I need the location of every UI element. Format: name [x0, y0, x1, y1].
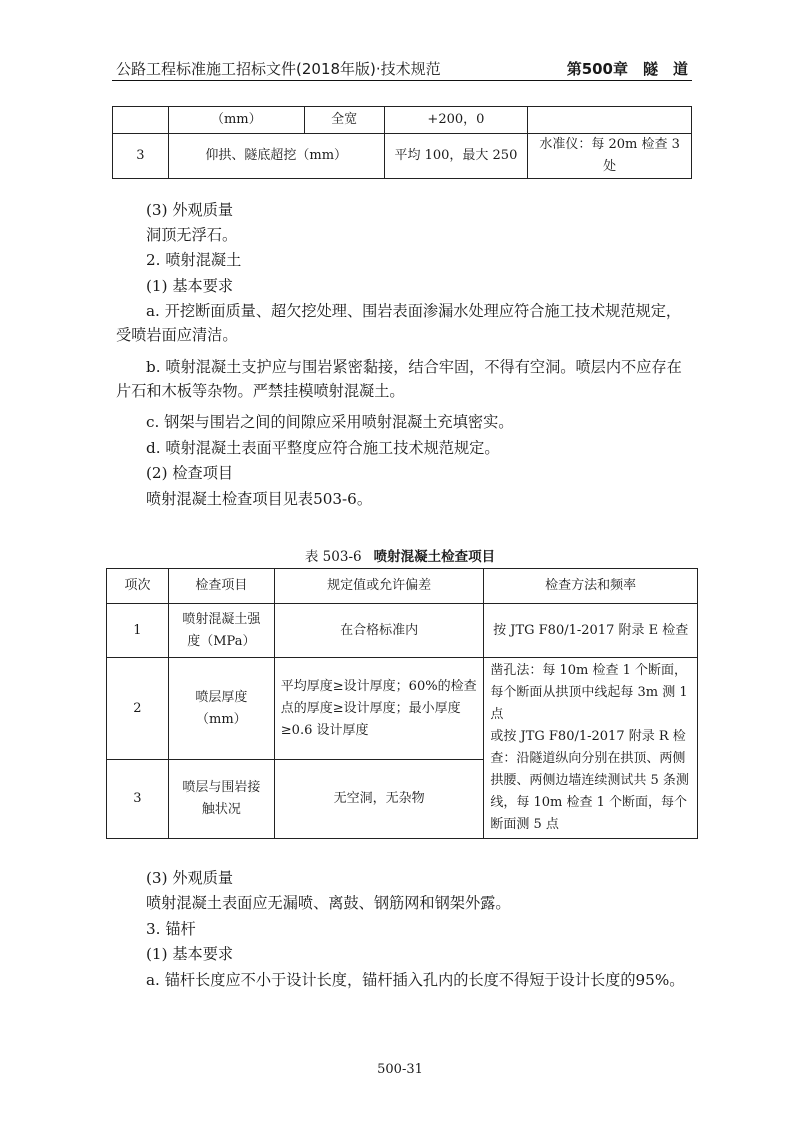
table-cell: 按 JTG F80/1-2017 附录 E 检查	[484, 604, 698, 658]
table-cell	[168, 760, 274, 839]
table-cell	[528, 107, 692, 134]
table-cell: 水准仪：每 20m 检查 3 处	[528, 134, 692, 179]
table-cell: 无空洞，无杂物	[274, 760, 484, 839]
running-header-chapter: 第500章 隧 道	[566, 60, 688, 78]
table-cell: +200，0	[384, 107, 528, 134]
item-line: 触状况	[201, 802, 241, 818]
table-caption	[0, 545, 800, 565]
subheading-appearance-quality: (3) 外观质量	[146, 869, 234, 887]
item-line: 度（MPa）	[187, 633, 256, 649]
table-row	[113, 107, 692, 134]
item-line: 喷层厚度	[195, 689, 248, 705]
shotcrete-inspection-table	[106, 568, 698, 839]
subheading-appearance-quality: (3) 外观质量	[146, 201, 234, 219]
subheading-basic-requirements: (1) 基本要求	[146, 277, 234, 295]
table-cell: 平均厚度≥设计厚度；60%的检查点的厚度≥设计厚度；最小厚度≥0.6 设计厚度	[274, 658, 484, 760]
item-line: （mm）	[196, 711, 247, 727]
subheading-inspection-items: (2) 检查项目	[146, 464, 234, 482]
table-cell: 2	[107, 658, 169, 760]
paragraph: 洞顶无浮石。	[146, 226, 238, 244]
subheading-basic-requirements: (1) 基本要求	[146, 945, 234, 963]
table-header-cell: 规定值或允许偏差	[274, 569, 484, 604]
table-row	[107, 604, 698, 658]
table-cell	[168, 604, 274, 658]
table-cell: 在合格标准内	[274, 604, 484, 658]
section-heading-anchor-bolt: 3. 锚杆	[146, 920, 196, 938]
table-caption-title: 喷射混凝土检查项目	[373, 549, 496, 565]
table-cell: 全宽	[304, 107, 384, 134]
paragraph: c. 钢架与围岩之间的间隙应采用喷射混凝土充填密实。	[146, 413, 514, 431]
table-header-cell: 检查方法和频率	[484, 569, 698, 604]
table-cell: 3	[113, 134, 169, 179]
table-cell: 3	[107, 760, 169, 839]
item-line: 喷射混凝土强	[182, 611, 261, 627]
item-line: 喷层与围岩接	[182, 780, 261, 796]
running-header-title: 公路工程标准施工招标文件(2018年版)·技术规范	[116, 60, 441, 78]
table-caption-number: 表 503-6	[304, 549, 362, 565]
table-header-row	[107, 569, 698, 604]
paragraph: d. 喷射混凝土表面平整度应符合施工技术规范规定。	[146, 439, 500, 457]
table-header-cell: 检查项目	[168, 569, 274, 604]
table-row	[113, 134, 692, 179]
table-row	[107, 658, 698, 760]
table-cell: 平均 100，最大 250	[384, 134, 528, 179]
table-cell	[168, 658, 274, 760]
table-cell	[113, 107, 169, 134]
paragraph: a. 锚杆长度应不小于设计长度，锚杆插入孔内的长度不得短于设计长度的95%。	[146, 971, 685, 989]
paragraph: b. 喷射混凝土支护应与围岩紧密黏接，结合牢固，不得有空洞。喷层内不应存在片石和木板等杂物。严禁挂模喷射混凝土。	[116, 358, 682, 400]
header-rule	[112, 80, 692, 81]
paragraph: 喷射混凝土表面应无漏喷、离鼓、钢筋网和钢架外露。	[146, 894, 511, 912]
table-cell: 1	[107, 604, 169, 658]
table-header-cell: 项次	[107, 569, 169, 604]
table-cell: 仰拱、隧底超挖（mm）	[168, 134, 384, 179]
paragraph: 喷射混凝土检查项目见表503-6。	[146, 490, 373, 508]
table-cell: （mm）	[168, 107, 304, 134]
table-cell-method-merged: 凿孔法：每 10m 检查 1 个断面，每个断面从拱顶中线起每 3m 测 1 点 或按 JTG F80/1-2017 附录 R 检查：沿隧道纵向分别在拱顶、两侧拱腰、两侧边墙连续测试共 5 条测线，每 10m 检查 1 个断面，每个断面测 5 点	[484, 658, 698, 839]
paragraph: a. 开挖断面质量、超欠挖处理、围岩表面渗漏水处理应符合施工技术规范规定，受喷岩面应清洁。	[116, 302, 682, 344]
page-number: 500-31	[377, 1062, 423, 1077]
section-heading-shotcrete: 2. 喷射混凝土	[146, 251, 242, 269]
continued-inspection-table	[112, 106, 692, 179]
